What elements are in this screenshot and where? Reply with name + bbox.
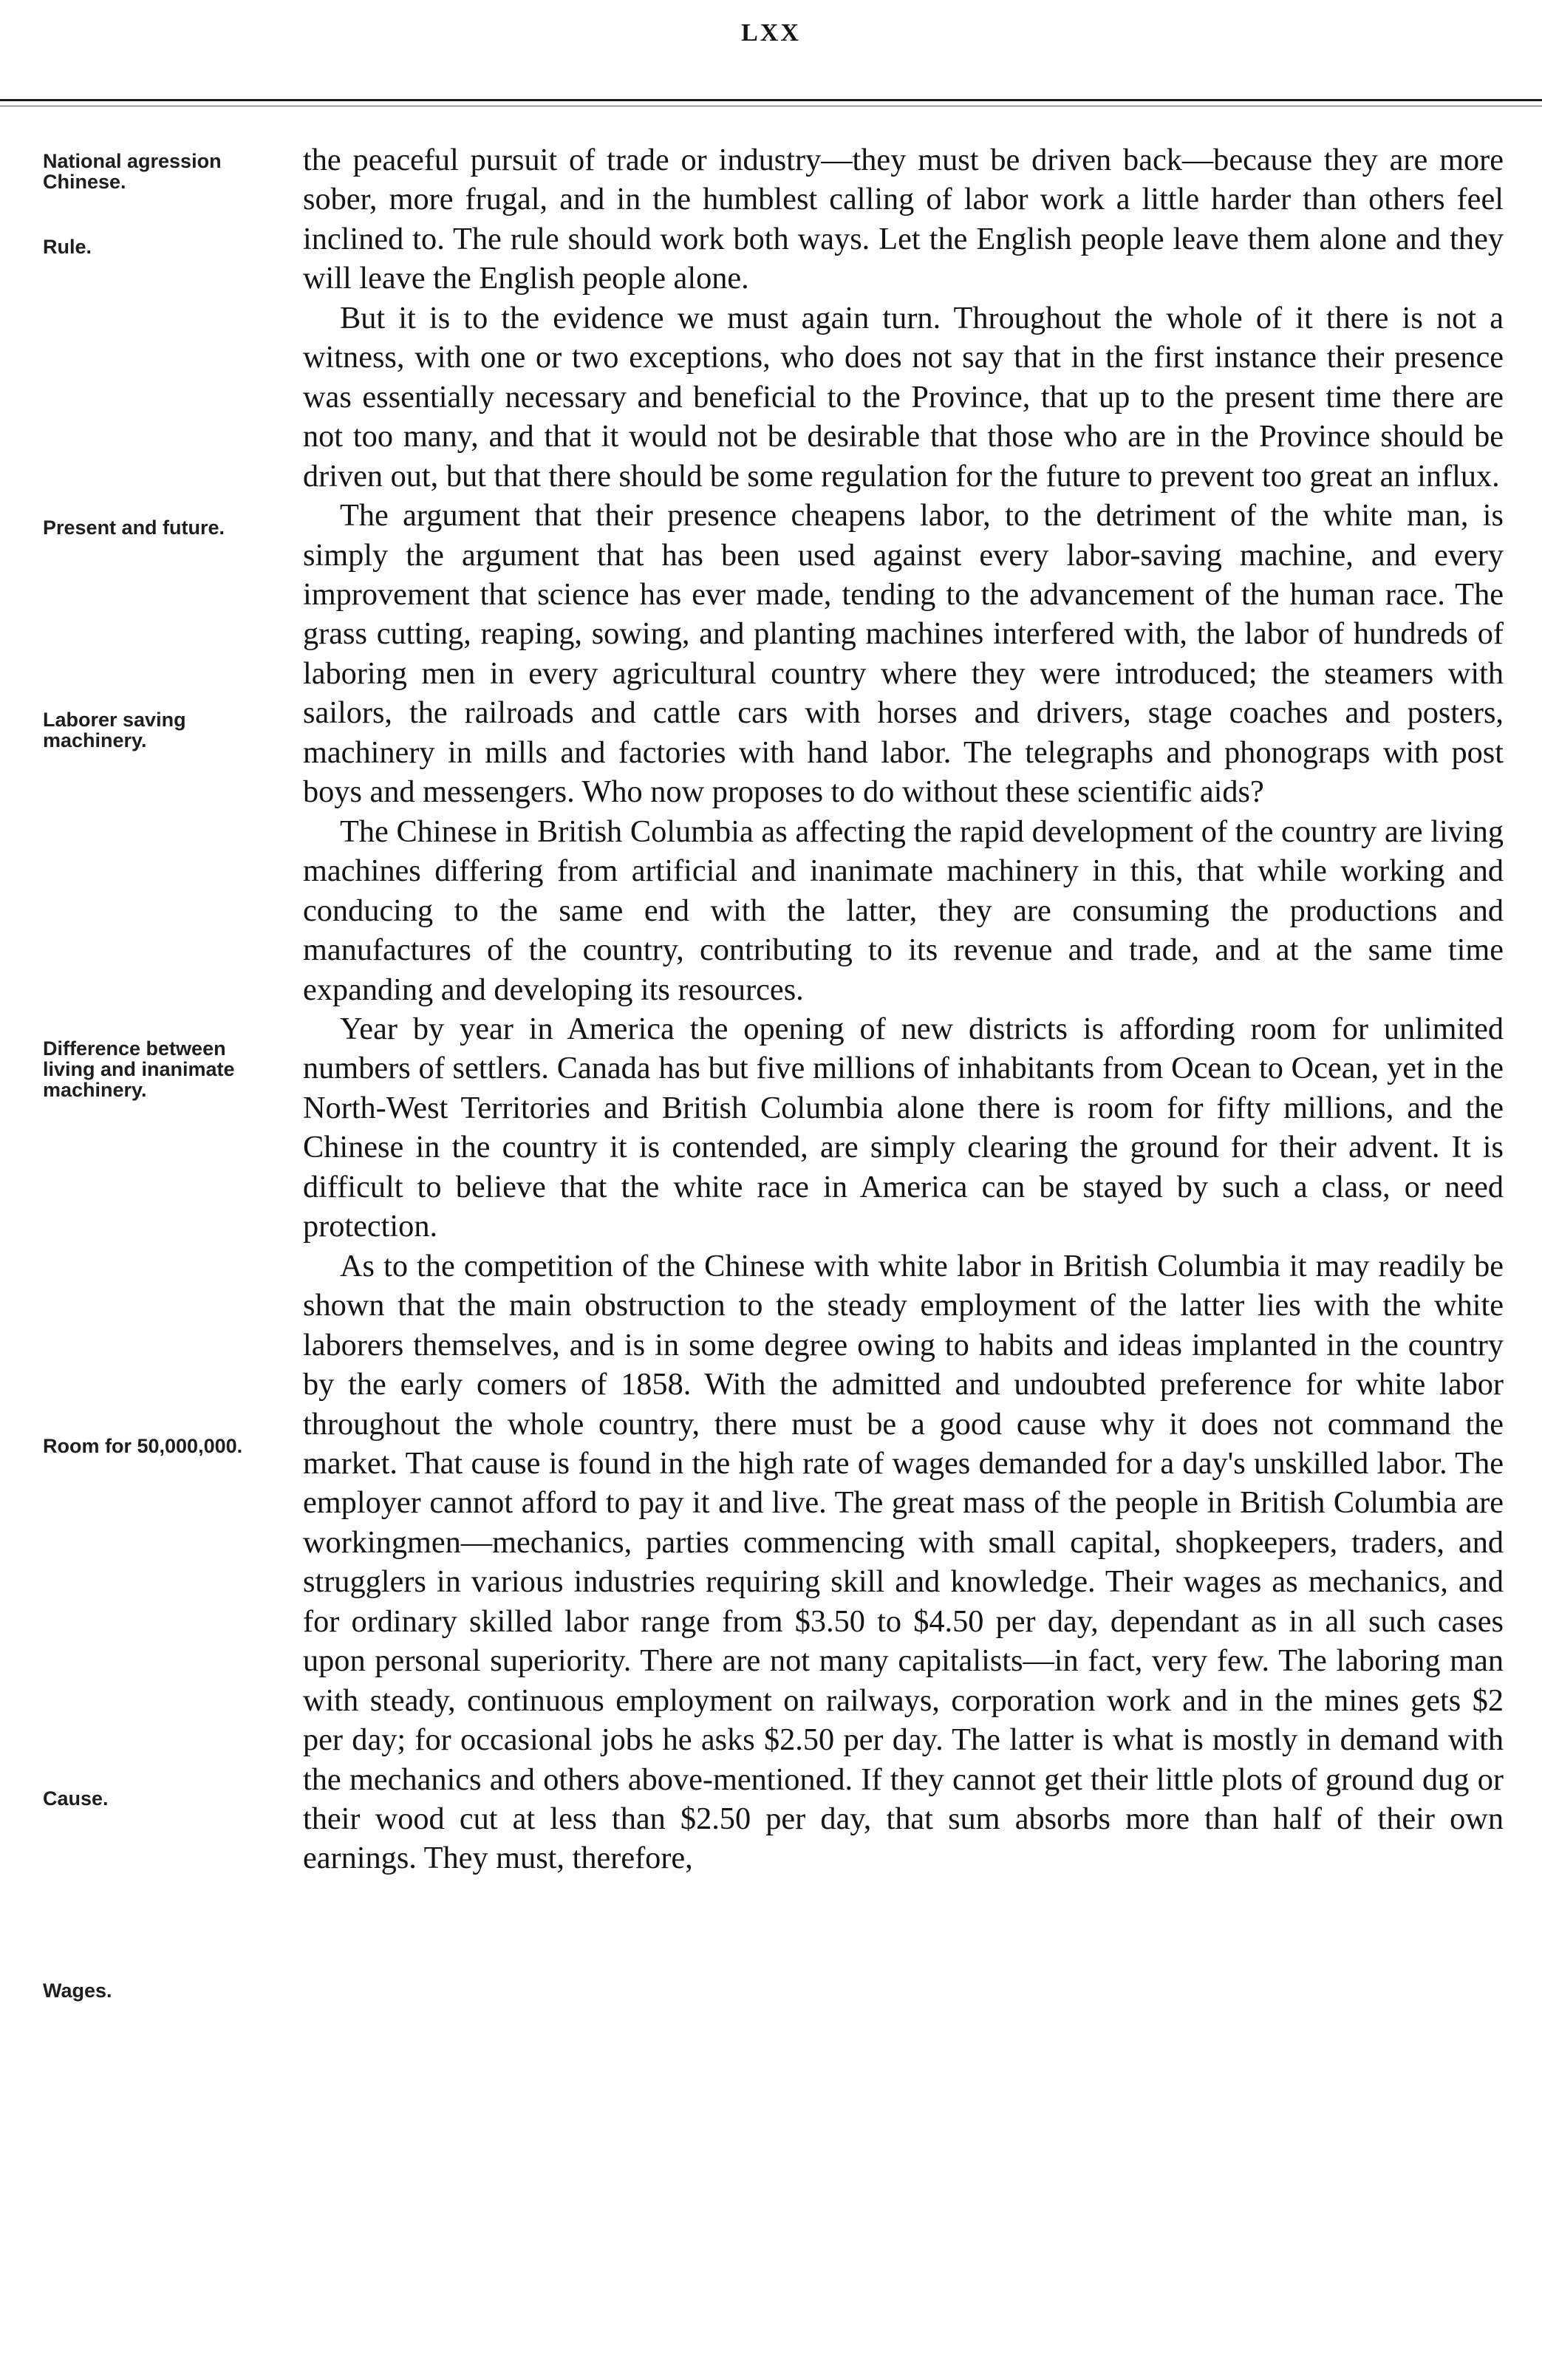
paragraph: the peaceful pursuit of trade or industry—they must be driven back—because they are more sober, more frugal, and in the humblest calling of labor work a little harder than others feel inclined to. The rule should work both ways. Let the English people leave them alone and they will leave the English people alone. [303,143,1504,296]
margin-note-rule: Rule. [43,236,92,258]
body-text [303,140,1504,1878]
paragraph: But it is to the evidence we must again turn. Throughout the whole of it there is not a witness, with one or two exceptions, who does not say that in the first instance their presence was essentially necessary and beneficial to the Province, that up to the present time there are not too many, and that it would not be desirable that those who are in the Province should be driven out, but that there should be some regulation for the future to prevent too great an influx. [303,300,1504,494]
paragraph: As to the competition of the Chinese with white labor in British Columbia it may readily be shown that the main obstruction to the steady employment of the latter lies with the white laborers themselves, and is in some degree owing to habits and ideas implanted in the country by the early comers of 1858. With the admitted and undoubted preference for white labor throughout the whole country, there must be a good cause why it does not command the market. That cause is found in the high rate of wages demanded for a day's unskilled labor. The employer cannot afford to pay it and live. The great mass of the people in British Columbia are workingmen—mechanics, parties commencing with small capital, shopkeepers, traders, and strugglers in various industries requiring skill and knowledge. Their wages as mechanics, and for ordinary skilled labor range from $3.50 to $4.50 per day, dependant as in all such cases upon personal superiority. There are not many capitalists—in fact, very few. The laboring man with steady, continuous employment on railways, corporation work and in the mines gets $2 per day; for occasional jobs he asks $2.50 per day. The latter is what is mostly in demand with the mechanics and others above-mentioned. If they cannot get their little plots of ground dug or their wood cut at less than $2.50 per day, that sum absorbs more than half of their own earnings. They must, therefore, [303,1248,1504,1876]
margin-note-difference: Difference between living and inanimate machinery. [43,1037,235,1101]
margin-note-cause: Cause. [43,1787,109,1810]
paragraph: The argument that their presence cheapens labor, to the detriment of the white man, is simply the argument that has been used against every labor-saving machine, and every improvement that science has ever made, tending to the advancement of the human race. The grass cutting, reaping, sowing, and planting machines interfered with, the labor of hundreds of laboring men in every agricultural country where they were introduced; the steamers with sailors, the railroads and cattle cars with horses and drivers, stage coaches and posters, machinery in mills and factories with hand labor. The telegraphs and phonograps with post boys and messengers. Who now proposes to do without these scientific aids? [303,498,1504,810]
margin-note-present-and-future: Present and future. [43,516,225,539]
margin-note-national-agression: National agression Chinese. [43,150,222,193]
margin-note-wages: Wages. [43,1980,112,2002]
paragraph: The Chinese in British Columbia as affecting the rapid development of the country are living machines differing from artificial and inanimate machinery in this, that while working and conducing to the same end with the latter, they are consuming the productions and manufactures of the country, contributing to its revenue and trade, and at the same time expanding and developing its resources. [303,814,1504,1007]
page-number: LXX [741,19,801,47]
paragraph: Year by year in America the opening of new districts is affording room for unlimited numbers of settlers. Canada has but five millions of inhabitants from Ocean to Ocean, yet in the North-West Territories and British Columbia alone there is room for fifty millions, and the Chinese in the country it is contended, are simply clearing the ground for their advent. It is difficult to believe that the white race in America can be stayed by such a class, or need protection. [303,1011,1504,1244]
margin-note-room: Room for 50,000,000. [43,1435,243,1457]
margin-note-laborer-saving: Laborer saving machinery. [43,709,186,751]
header-rule [0,99,1542,101]
